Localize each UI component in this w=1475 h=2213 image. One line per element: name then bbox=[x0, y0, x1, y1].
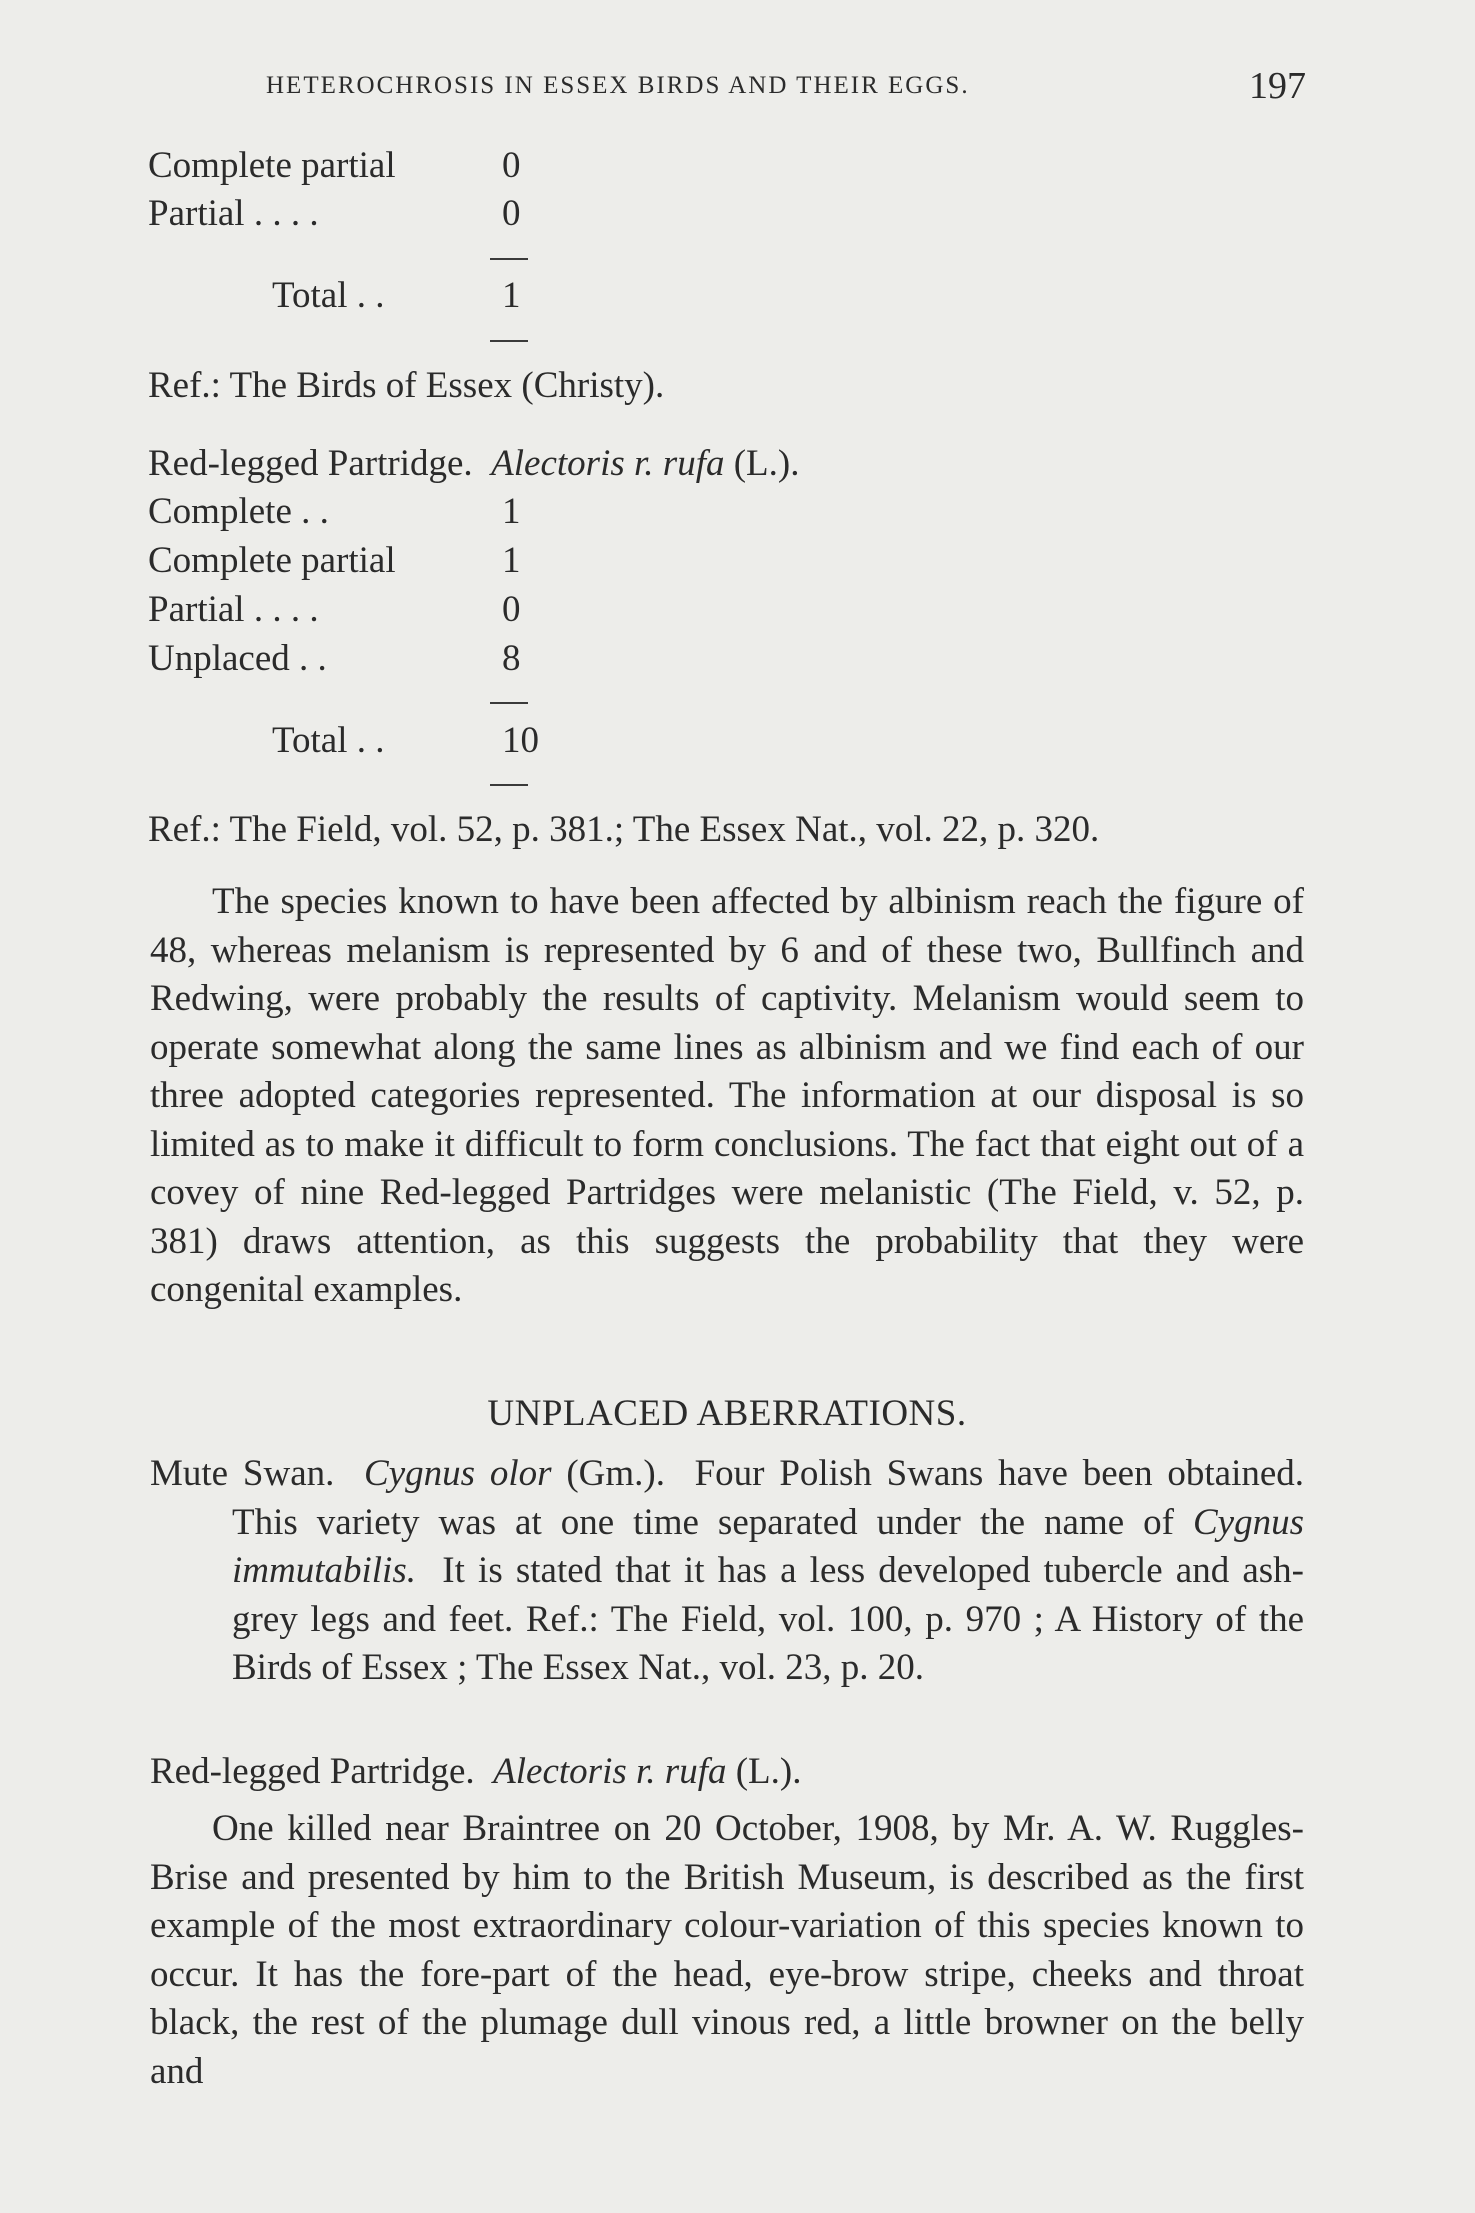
table1-reference: Ref.: The Birds of Essex (Christy). bbox=[148, 365, 665, 406]
table1-total-label: Total . . bbox=[272, 275, 385, 316]
table1-row-label: Complete partial bbox=[148, 145, 396, 186]
table2-row-value: 0 bbox=[502, 589, 521, 630]
sum-rule bbox=[490, 702, 528, 704]
species-name: Mute Swan. bbox=[150, 1453, 335, 1494]
species-latin-synonym: Cygnus immutabilis. bbox=[232, 1501, 1304, 1591]
body-paragraph bbox=[150, 878, 1304, 1315]
species-heading bbox=[150, 1750, 801, 1794]
entry-text: It is stated that it has a less developed tubercle and ash-grey legs and feet. Ref.: The Field, vol. 100, p. 970 ; A History of the Birds of Essex ; The Essex Nat., vol. 23, p. 20. bbox=[232, 1550, 1304, 1688]
table2-row-label: Complete . . bbox=[148, 491, 329, 532]
running-head: HETEROCHROSIS IN ESSEX BIRDS AND THEIR EGGS. bbox=[266, 72, 970, 99]
entry-text: Four Polish Swans have been obtained. This variety was at one time separated under the name of bbox=[232, 1453, 1305, 1543]
sum-rule bbox=[490, 784, 528, 786]
table1-total-value: 1 bbox=[502, 275, 521, 316]
species-latin: Alectoris r. rufa bbox=[491, 443, 725, 484]
table2-total-label: Total . . bbox=[272, 720, 385, 761]
body-paragraph bbox=[150, 1805, 1304, 2096]
table2-row-value: 1 bbox=[502, 540, 521, 581]
table2-row-label: Unplaced . . bbox=[148, 638, 327, 679]
table2-total-value: 10 bbox=[502, 720, 539, 761]
sum-rule bbox=[490, 340, 528, 342]
species-entry bbox=[150, 1450, 1304, 1693]
species-author: (L.). bbox=[735, 1751, 802, 1792]
paragraph-text: One killed near Braintree on 20 October, 1908, by Mr. A. W. Ruggles-Brise and presented by him to the British Museum, is described as the first example of the most extraordinary colour-variation of this species known to occur. It has the fore-part of the head, eye-brow stripe, cheeks and throat black, the rest of the plumage dull vinous red, a little browner on the belly and bbox=[150, 1808, 1304, 2092]
table2-row-label: Partial . . . . bbox=[148, 589, 319, 630]
table2-row-value: 8 bbox=[502, 638, 521, 679]
table2-row-value: 1 bbox=[502, 491, 521, 532]
paragraph-text: The species known to have been affected by albinism reach the figure of 48, whereas melanism is represented by 6 and of these two, Bullfinch and Redwing, were probably the results of captivity. Melanism would seem to operate somewhat along the same lines as albinism and we find each of our three adopted categories represented. The information at our disposal is so limited as to make it difficult to form conclusions. The fact that eight out of a covey of nine Red-legged Partridges were melanistic (The Field, v. 52, p. 381) draws attention, as this suggests the probability that they were congenital examples. bbox=[150, 881, 1304, 1310]
species-name: Red-legged Partridge. bbox=[150, 1751, 475, 1792]
species-latin: Alectoris r. rufa bbox=[493, 1751, 727, 1792]
sum-rule bbox=[490, 258, 528, 260]
table2-reference: Ref.: The Field, vol. 52, p. 381.; The Essex Nat., vol. 22, p. 320. bbox=[148, 809, 1100, 850]
species-name: Red-legged Partridge. bbox=[148, 443, 473, 484]
table2-row-label: Complete partial bbox=[148, 540, 396, 581]
species-heading bbox=[148, 442, 799, 486]
page-number: 197 bbox=[1249, 65, 1306, 107]
species-latin: Cygnus olor bbox=[364, 1453, 552, 1494]
table1-row-value: 0 bbox=[502, 193, 521, 234]
species-author: (L.). bbox=[733, 443, 800, 484]
section-heading: UNPLACED ABERRATIONS. bbox=[487, 1393, 967, 1434]
species-author: (Gm.). bbox=[566, 1453, 665, 1494]
page-header bbox=[266, 64, 1306, 114]
table1-row-label: Partial . . . . bbox=[148, 193, 319, 234]
table1-row-value: 0 bbox=[502, 145, 521, 186]
